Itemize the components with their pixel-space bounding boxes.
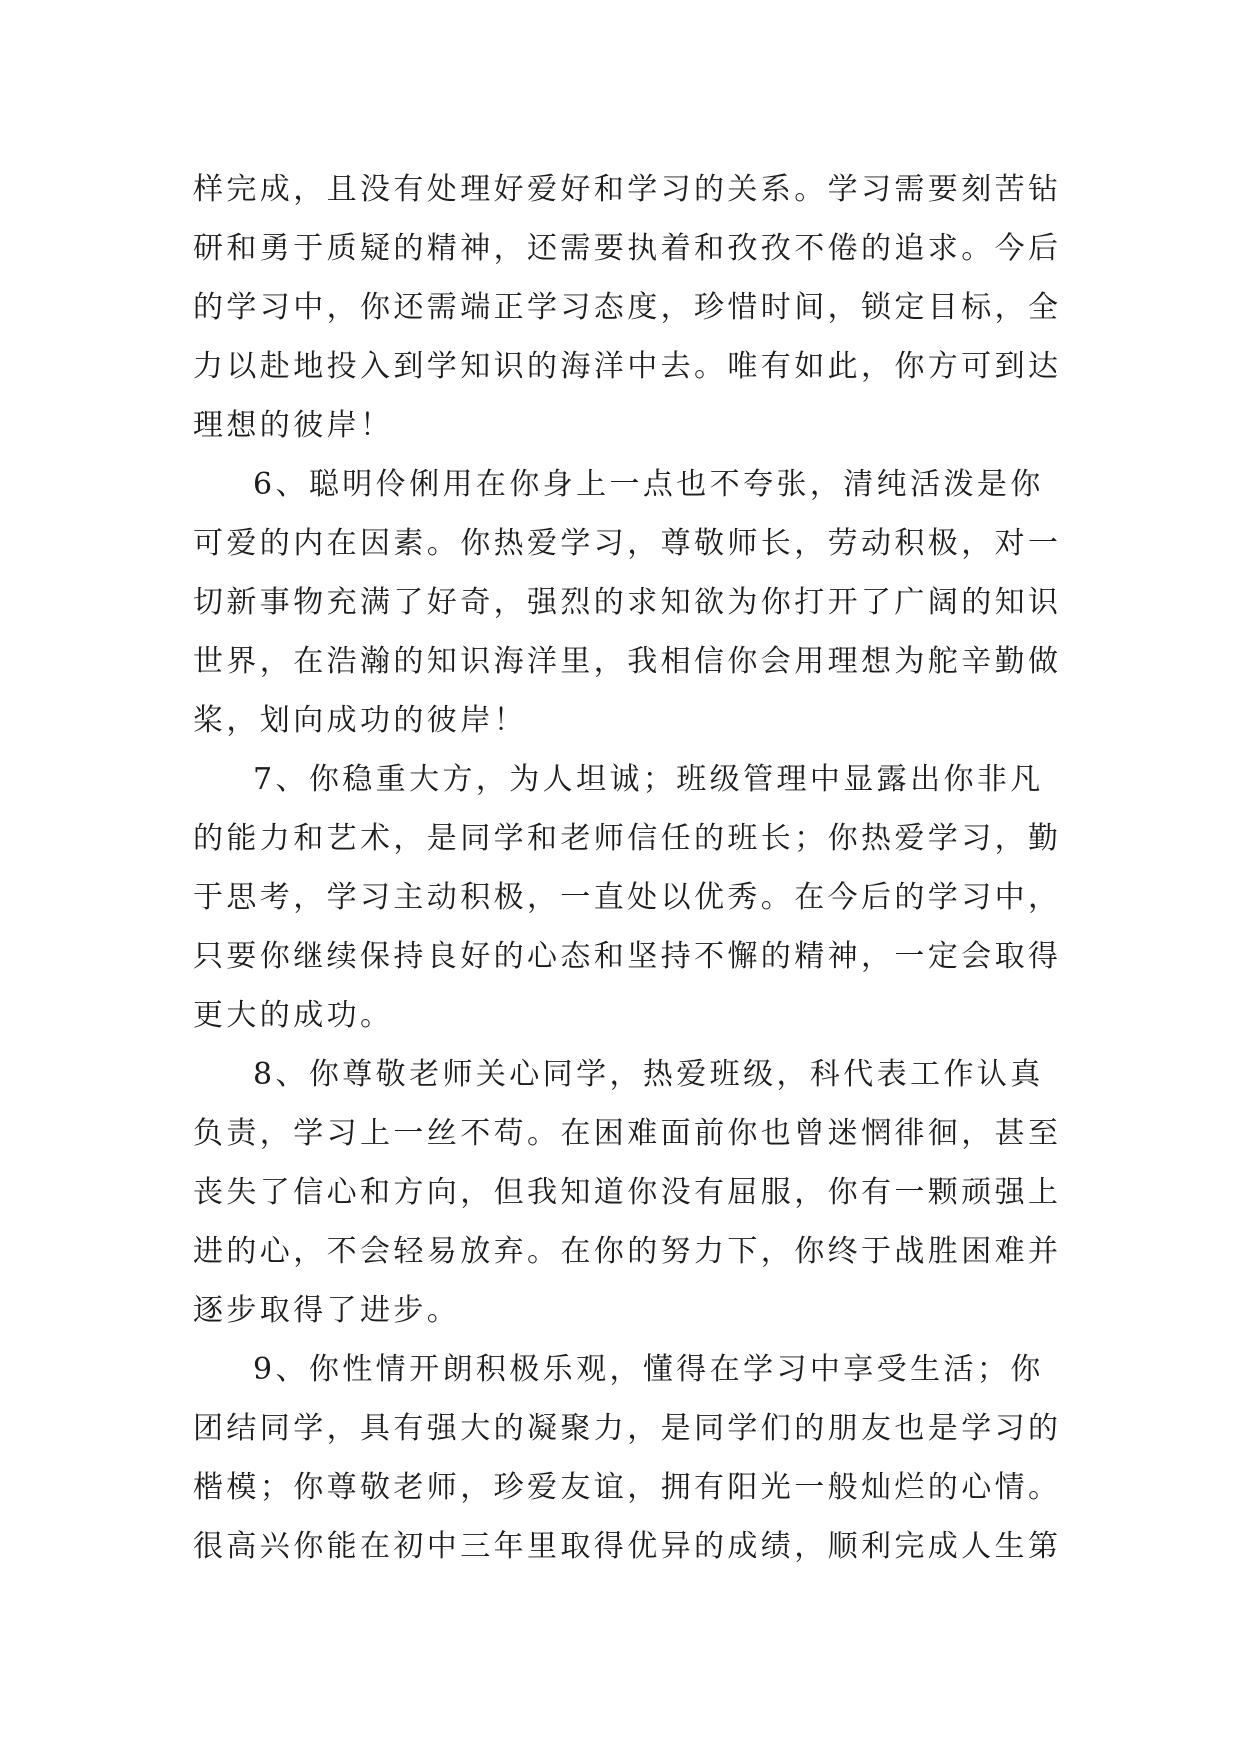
paragraph-start-line: 6、聪明伶俐用在你身上一点也不夸张，清纯活泼是你 <box>253 467 1044 502</box>
text-line: 切新事物充满了好奇，强烈的求知欲为你打开了广阔的知识 <box>193 585 1062 620</box>
text-line: 更大的成功。 <box>193 998 394 1033</box>
text-line: 很高兴你能在初中三年里取得优异的成绩，顺利完成人生第 <box>193 1529 1062 1564</box>
text-line: 可爱的内在因素。你热爱学习，尊敬师长，劳动积极，对一 <box>193 526 1062 561</box>
text-line: 力以赴地投入到学知识的海洋中去。唯有如此，你方可到达 <box>193 349 1062 384</box>
text-line: 理想的彼岸！ <box>193 408 394 443</box>
text-line: 团结同学，具有强大的凝聚力，是同学们的朋友也是学习的 <box>193 1411 1062 1446</box>
text-line: 进的心，不会轻易放弃。在你的努力下，你终于战胜困难并 <box>193 1234 1062 1269</box>
text-line: 楷模；你尊敬老师，珍爱友谊，拥有阳光一般灿烂的心情。 <box>193 1470 1062 1505</box>
text-line: 丧失了信心和方向，但我知道你没有屈服，你有一颗顽强上 <box>193 1175 1062 1210</box>
text-line: 逐步取得了进步。 <box>193 1293 461 1328</box>
text-line: 研和勇于质疑的精神，还需要执着和孜孜不倦的追求。今后 <box>193 231 1062 266</box>
document-body <box>193 160 1063 1576</box>
text-line: 的能力和艺术，是同学和老师信任的班长；你热爱学习，勤 <box>193 821 1062 856</box>
text-line: 桨，划向成功的彼岸！ <box>193 703 527 738</box>
paragraph-start-line: 8、你尊敬老师关心同学，热爱班级，科代表工作认真 <box>253 1057 1044 1092</box>
paragraph-start-line: 9、你性情开朗积极乐观，懂得在学习中享受生活；你 <box>253 1352 1044 1387</box>
text-line: 的学习中，你还需端正学习态度，珍惜时间，锁定目标，全 <box>193 290 1062 325</box>
paragraph-start-line: 7、你稳重大方，为人坦诚；班级管理中显露出你非凡 <box>253 762 1044 797</box>
text-line: 只要你继续保持良好的心态和坚持不懈的精神，一定会取得 <box>193 939 1062 974</box>
text-line: 于思考，学习主动积极，一直处以优秀。在今后的学习中， <box>193 880 1062 915</box>
text-line: 样完成，且没有处理好爱好和学习的关系。学习需要刻苦钻 <box>193 172 1062 207</box>
text-line: 负责，学习上一丝不苟。在困难面前你也曾迷惘徘徊，甚至 <box>193 1116 1062 1151</box>
text-line: 世界，在浩瀚的知识海洋里，我相信你会用理想为舵辛勤做 <box>193 644 1062 679</box>
